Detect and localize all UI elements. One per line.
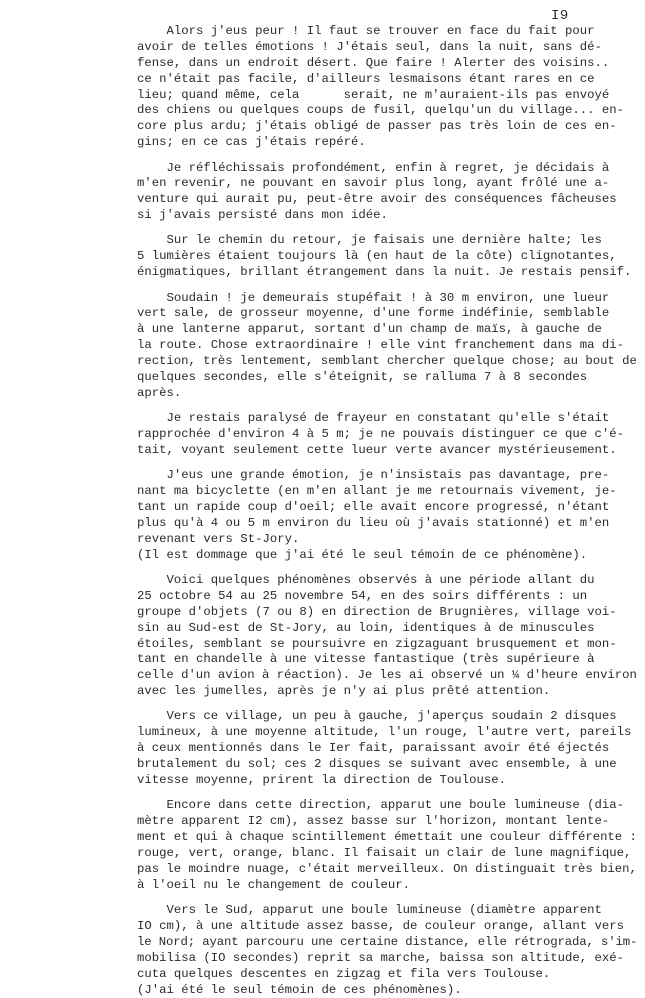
paragraph	[137, 24, 637, 151]
text-line: Soudain ! je demeurais stupéfait ! à 30 m environ, une lueur	[137, 291, 637, 307]
text-line: Vers le Sud, apparut une boule lumineuse (diamètre apparent	[137, 903, 637, 919]
text-line: (Il est dommage que j'ai été le seul témoin de ce phénomène).	[137, 548, 637, 564]
paragraph	[137, 709, 637, 788]
text-line: brutalement du sol; ces 2 disques se suivant avec ensemble, à une	[137, 757, 637, 773]
text-line: avec les jumelles, après je n'y ai plus prêté attention.	[137, 684, 637, 700]
text-line: Alors j'eus peur ! Il faut se trouver en face du fait pour	[137, 24, 637, 40]
text-line: groupe d'objets (7 ou 8) en direction de Brugnières, village voi-	[137, 605, 637, 621]
paragraph-gap	[137, 224, 637, 233]
paragraph-gap	[137, 564, 637, 573]
text-line: m'en revenir, ne pouvant en savoir plus long, ayant frôlé une a-	[137, 176, 637, 192]
text-line: lieu; quand même, cela serait, ne m'auraient-ils pas envoyé	[137, 88, 637, 104]
text-line: Voici quelques phénomènes observés à une période allant du	[137, 573, 637, 589]
text-line: tait, voyant seulement cette lueur verte avancer mystérieusement.	[137, 443, 637, 459]
text-line: nant ma bicyclette (en m'en allant je me retournais vivement, je-	[137, 484, 637, 500]
text-line: gins; en ce cas j'étais repéré.	[137, 135, 637, 151]
text-line: avoir de telles émotions ! J'étais seul, dans la nuit, sans dé-	[137, 40, 637, 56]
text-line: après.	[137, 386, 637, 402]
text-line: quelques secondes, elle s'éteignit, se ralluma 7 à 8 secondes	[137, 370, 637, 386]
text-line: (J'ai été le seul témoin de ces phénomènes).	[137, 983, 637, 998]
text-line: Je réfléchissais profondément, enfin à regret, je décidais à	[137, 161, 637, 177]
text-line: core plus ardu; j'étais obligé de passer pas très loin de ces en-	[137, 119, 637, 135]
text-line: si j'avais persisté dans mon idée.	[137, 208, 637, 224]
text-line: venture qui aurait pu, peut-être avoir des conséquences fâcheuses	[137, 192, 637, 208]
text-line: Encore dans cette direction, apparut une boule lumineuse (dia-	[137, 798, 637, 814]
text-line: étoiles, semblant se poursuivre en zigzaguant brusquement et mon-	[137, 637, 637, 653]
paragraph	[137, 573, 637, 700]
text-line: tant en chandelle à une vitesse fantastique (très supérieure à	[137, 652, 637, 668]
text-line: J'eus une grande émotion, je n'insistais pas davantage, pre-	[137, 468, 637, 484]
text-line: ment et qui à chaque scintillement émettait une couleur différente :	[137, 830, 637, 846]
text-line: à l'oeil nu le changement de couleur.	[137, 878, 637, 894]
text-line: IO cm), à une altitude assez basse, de couleur orange, allant vers	[137, 919, 637, 935]
text-line: plus qu'à 4 ou 5 m environ du lieu où j'avais stationné) et m'en	[137, 516, 637, 532]
text-line: le Nord; ayant parcouru une certaine distance, elle rétrograda, s'im-	[137, 935, 637, 951]
text-line: rection, très lentement, semblant chercher quelque chose; au bout de	[137, 354, 637, 370]
paragraph-gap	[137, 281, 637, 290]
paragraph-gap	[137, 894, 637, 903]
text-line: 25 octobre 54 au 25 novembre 54, en des soirs différents : un	[137, 589, 637, 605]
paragraph	[137, 903, 637, 998]
paragraph	[137, 161, 637, 225]
text-line: revenant vers St-Jory.	[137, 532, 637, 548]
paragraph	[137, 798, 637, 893]
paragraph-gap	[137, 700, 637, 709]
text-line: pas le moindre nuage, c'était merveilleux. On distinguait très bien,	[137, 862, 637, 878]
paragraph-gap	[137, 459, 637, 468]
text-line: Je restais paralysé de frayeur en constatant qu'elle s'était	[137, 411, 637, 427]
text-line: lumineux, à une moyenne altitude, l'un rouge, l'autre vert, pareils	[137, 725, 637, 741]
text-line: mètre apparent I2 cm), assez basse sur l'horizon, montant lente-	[137, 814, 637, 830]
text-line: à une lanterne apparut, sortant d'un champ de maïs, à gauche de	[137, 322, 637, 338]
text-line: rouge, vert, orange, blanc. Il faisait un clair de lune magnifique,	[137, 846, 637, 862]
text-line: énigmatiques, brillant étrangement dans la nuit. Je restais pensif.	[137, 265, 637, 281]
paragraph	[137, 233, 637, 281]
text-line: tant un rapide coup d'oeil; elle avait encore progressé, n'étant	[137, 500, 637, 516]
text-line: ce n'était pas facile, d'ailleurs lesmaisons étant rares en ce	[137, 72, 637, 88]
paragraph-gap	[137, 789, 637, 798]
text-line: cuta quelques descentes en zigzag et fila vers Toulouse.	[137, 967, 637, 983]
text-line: mobilisa (IO secondes) reprit sa marche, baissa son altitude, exé-	[137, 951, 637, 967]
paragraph	[137, 411, 637, 459]
text-line: vert sale, de grosseur moyenne, d'une forme indéfinie, semblable	[137, 306, 637, 322]
paragraph	[137, 291, 637, 402]
paragraph-gap	[137, 402, 637, 411]
text-line: des chiens ou quelques coups de fusil, quelqu'un du village... en-	[137, 103, 637, 119]
text-line: Vers ce village, un peu à gauche, j'aperçus soudain 2 disques	[137, 709, 637, 725]
text-line: vitesse moyenne, prirent la direction de Toulouse.	[137, 773, 637, 789]
text-line: rapprochée d'environ 4 à 5 m; je ne pouvais distinguer ce que c'é-	[137, 427, 637, 443]
text-body	[137, 24, 637, 998]
text-line: la route. Chose extraordinaire ! elle vint franchement dans ma di-	[137, 338, 637, 354]
text-line: fense, dans un endroit désert. Que faire ! Alerter des voisins..	[137, 56, 637, 72]
page-number: I9	[551, 8, 569, 24]
text-line: sin au Sud-est de St-Jory, au loin, identiques à de minuscules	[137, 621, 637, 637]
paragraph-gap	[137, 151, 637, 160]
text-line: celle d'un avion à réaction). Je les ai observé un ¼ d'heure environ	[137, 668, 637, 684]
text-line: Sur le chemin du retour, je faisais une dernière halte; les	[137, 233, 637, 249]
text-line: à ceux mentionnés dans le Ier fait, paraissant avoir été éjectés	[137, 741, 637, 757]
paragraph	[137, 468, 637, 563]
text-line: 5 lumières étaient toujours là (en haut de la côte) clignotantes,	[137, 249, 637, 265]
